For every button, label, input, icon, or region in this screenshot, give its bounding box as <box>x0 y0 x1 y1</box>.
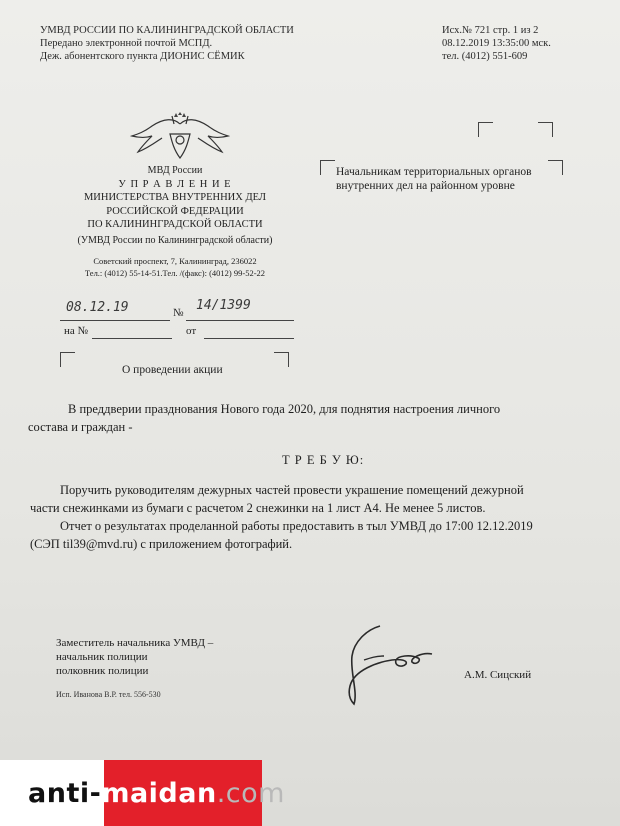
letterhead <box>60 164 290 279</box>
eagle-emblem-icon <box>130 112 230 162</box>
handwritten-signature <box>318 620 438 710</box>
addressee-bracket-left <box>320 160 335 175</box>
signer-position-line: полковник полиции <box>56 665 149 677</box>
watermark-part: anti- <box>28 778 102 809</box>
na-label: на № <box>64 325 89 337</box>
letterhead-line: У П Р А В Л Е Н И Е <box>118 178 232 190</box>
letterhead-address: Советский проспект, 7, Калининград, 236022 <box>93 256 257 266</box>
signer-position <box>56 636 213 678</box>
subject: О проведении акции <box>122 364 223 376</box>
letterhead-line: МВД России <box>147 165 203 176</box>
executor: Исп. Иванова В.Р. тел. 556-530 <box>56 690 161 699</box>
subject-bracket-left <box>60 352 75 367</box>
fax-line: Деж. абонентского пункта ДИОНИС СЁМИК <box>40 51 245 62</box>
body-p1-1: Поручить руководителям дежурных частей провести украшение помещений дежурной <box>60 483 524 497</box>
letterhead-address: Тел.: (4012) 55-14-51.Тел. /(факс): (4012) 99-52-22 <box>84 268 266 278</box>
letterhead-line: (УМВД России по Калининградской области) <box>77 234 273 246</box>
reg-date: 08.12.19 <box>66 300 129 315</box>
body-p2-1: Отчет о результатах проделанной работы предоставить в тыл УМВД до 17:00 12.12.2019 <box>60 519 533 533</box>
na-line <box>92 338 172 339</box>
reg-number-line <box>186 320 294 321</box>
body-p1-2: части снежинками из бумаги с расчетом 2 снежинки на 1 лист А4. Не менее 5 листов. <box>30 501 486 515</box>
signer-position-line: Заместитель начальника УМВД – <box>56 637 214 649</box>
body-p2-2: (СЭП til39@mvd.ru) с приложением фотографий. <box>30 537 293 551</box>
reg-number: 14/1399 <box>196 298 251 313</box>
addressee-top-right-bracket <box>538 122 553 137</box>
letterhead-line: РОССИЙСКОЙ ФЕДЕРАЦИИ <box>106 205 244 217</box>
fax-header-right <box>442 24 551 63</box>
watermark-logo <box>28 778 285 809</box>
reg-number-sign: № <box>173 307 184 319</box>
letterhead-line: МИНИСТЕРСТВА ВНУТРЕННИХ ДЕЛ <box>83 192 267 203</box>
fax-header-left <box>40 24 294 63</box>
fax-line: Исх.№ 721 стр. 1 из 2 <box>442 25 539 36</box>
fax-line: Передано электронной почтой МСПД. <box>40 38 213 49</box>
demand-heading: Т Р Е Б У Ю: <box>282 453 365 467</box>
fax-line: тел. (4012) 551-609 <box>442 51 528 62</box>
subject-bracket-right <box>274 352 289 367</box>
fax-line: 08.12.2019 13:35:00 мск. <box>442 38 551 49</box>
signer-name: А.М. Сицский <box>464 669 532 681</box>
ot-label: от <box>186 325 197 337</box>
addressee-top-left-bracket <box>478 122 493 137</box>
ot-line <box>204 338 294 339</box>
reg-date-line <box>60 320 170 321</box>
watermark-part: maidan <box>101 778 217 809</box>
signer-position-line: начальник полиции <box>56 651 148 663</box>
body-intro-2: состава и граждан - <box>28 420 133 434</box>
watermark-part: .com <box>216 778 285 809</box>
fax-line: УМВД РОССИИ ПО КАЛИНИНГРАДСКОЙ ОБЛАСТИ <box>40 25 294 36</box>
body-intro-1: В преддверии празднования Нового года 2020, для поднятия настроения личного <box>68 402 501 416</box>
letterhead-line: ПО КАЛИНИНГРАДСКОЙ ОБЛАСТИ <box>87 219 263 230</box>
addressee: Начальникам территориальных органов внутренних дел на районном уровне <box>336 166 532 192</box>
